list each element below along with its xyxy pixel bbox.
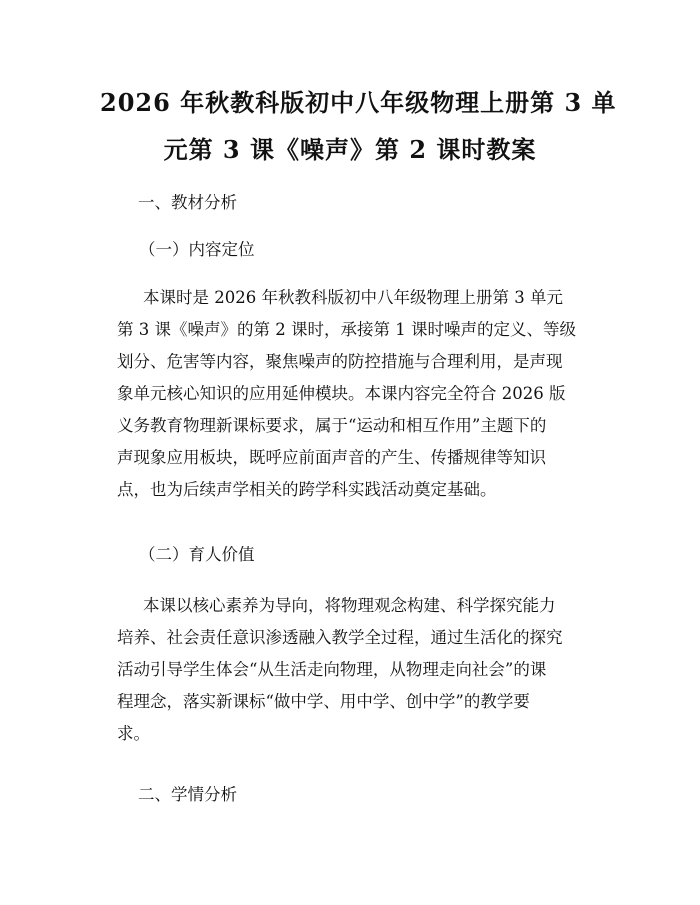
document-title-line-1: 2026 年秋教科版初中八年级物理上册第 3 单: [100, 88, 617, 117]
paragraph-line: 求。: [117, 724, 150, 743]
paragraph-line: 程理念，落实新课标“做中学、用中学、创中学”的教学要: [117, 692, 530, 711]
paragraph-line: 点，也为后续声学相关的跨学科实践活动奠定基础。: [117, 480, 497, 499]
paragraph-line: 第 3 课《噪声》的第 2 课时，承接第 1 课时噪声的定义、等级: [117, 320, 576, 339]
paragraph-educational-value: [117, 590, 587, 750]
paragraph-line: 划分、危害等内容，聚焦噪声的防控措施与合理利用，是声现: [117, 352, 563, 371]
section-heading-textbook-analysis: 一、教材分析: [138, 193, 237, 212]
paragraph-line: 活动引导学生体会“从生活走向物理，从物理走向社会”的课: [117, 660, 547, 679]
document-title-line-2: 元第 3 课《噪声》第 2 课时教案: [163, 135, 537, 164]
paragraph-line: 象单元核心知识的应用延伸模块。本课内容完全符合 2026 版: [117, 384, 566, 403]
paragraph-line: 义务教育物理新课标要求，属于“运动和相互作用”主题下的: [117, 416, 547, 435]
paragraph-line: 培养、社会责任意识渗透融入教学全过程，通过生活化的探究: [117, 628, 563, 647]
paragraph-line: 本课以核心素养为导向，将物理观念构建、科学探究能力: [143, 596, 556, 615]
subsection-heading-educational-value: （二）育人价值: [139, 545, 255, 564]
subsection-heading-content-positioning: （一）内容定位: [139, 240, 255, 259]
paragraph-line: 本课时是 2026 年秋教科版初中八年级物理上册第 3 单元: [143, 288, 563, 307]
paragraph-content-positioning: [117, 282, 587, 506]
paragraph-line: 声现象应用板块，既呼应前面声音的产生、传播规律等知识: [117, 448, 546, 467]
section-heading-student-analysis: 二、学情分析: [138, 785, 237, 804]
